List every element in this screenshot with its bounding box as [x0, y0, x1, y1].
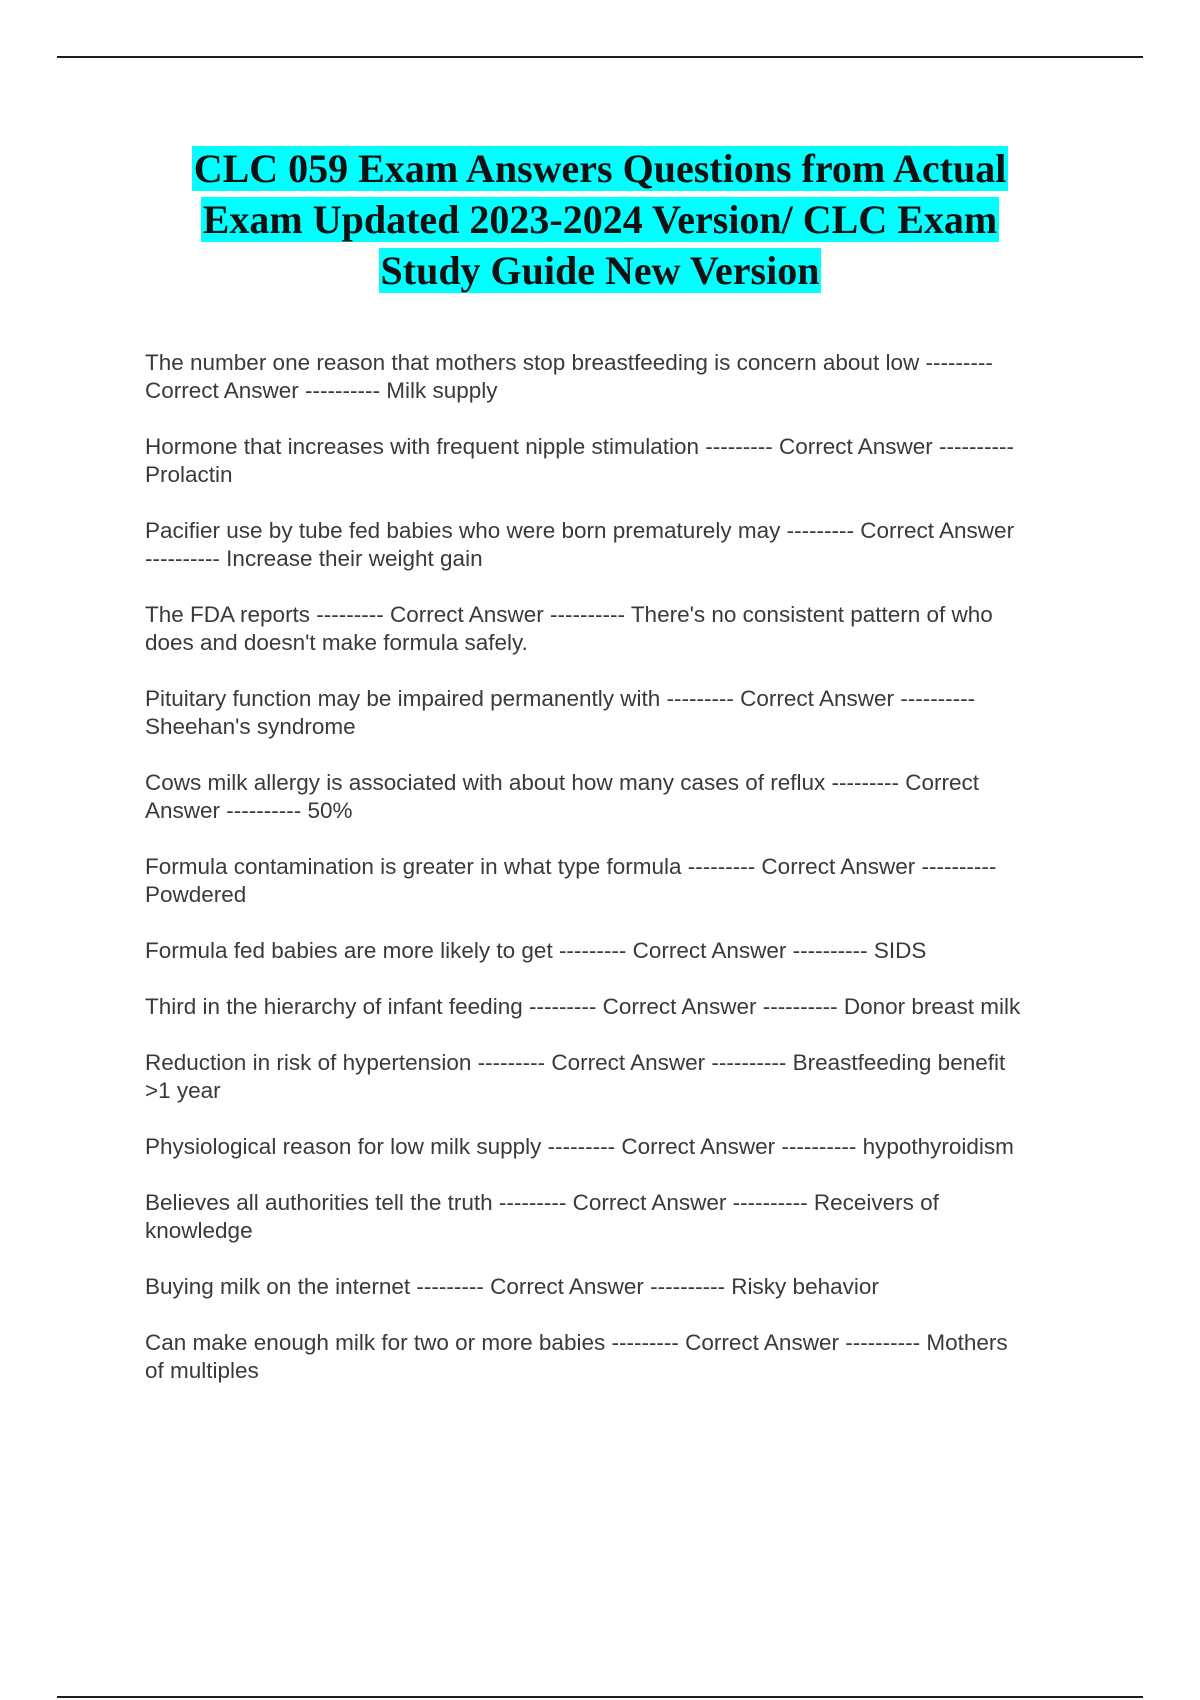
qa-item-line: Physiological reason for low milk supply --------- Correct Answer ---------- hypothyroidism	[145, 1134, 1014, 1159]
qa-item-line: Believes all authorities tell the truth --------- Correct Answer ---------- Receivers of	[145, 1190, 939, 1215]
qa-item-line: Buying milk on the internet --------- Correct Answer ---------- Risky behavior	[145, 1274, 879, 1299]
title-line-2: Exam Updated 2023-2024 Version/ CLC Exam	[202, 197, 998, 242]
qa-item	[145, 685, 1095, 741]
title-line-3: Study Guide New Version	[380, 248, 820, 293]
qa-item-line: does and doesn't make formula safely.	[145, 630, 528, 655]
qa-item-line: Can make enough milk for two or more babies --------- Correct Answer ---------- Mothers	[145, 1330, 1008, 1355]
qa-item	[145, 349, 1095, 405]
qa-item	[145, 853, 1095, 909]
qa-item-line: ---------- Increase their weight gain	[145, 546, 483, 571]
qa-list	[145, 349, 1095, 1413]
qa-item-line: Prolactin	[145, 462, 233, 487]
qa-item-line: of multiples	[145, 1358, 259, 1383]
qa-item	[145, 1273, 1095, 1301]
title-line-1: CLC 059 Exam Answers Questions from Actual	[193, 146, 1007, 191]
qa-item	[145, 1049, 1095, 1105]
qa-item-line: Pituitary function may be impaired permanently with --------- Correct Answer ----------	[145, 686, 976, 711]
qa-item-line: knowledge	[145, 1218, 253, 1243]
qa-item	[145, 601, 1095, 657]
qa-item-line: The FDA reports --------- Correct Answer ---------- There's no consistent pattern of who	[145, 602, 993, 627]
qa-item-line: Formula contamination is greater in what type formula --------- Correct Answer ----------	[145, 854, 997, 879]
qa-item	[145, 1189, 1095, 1245]
document-title	[100, 143, 1100, 296]
qa-item-line: Third in the hierarchy of infant feeding --------- Correct Answer ---------- Donor breast milk	[145, 994, 1021, 1019]
qa-item	[145, 769, 1095, 825]
qa-item	[145, 937, 1095, 965]
qa-item-line: Cows milk allergy is associated with about how many cases of reflux --------- Correct	[145, 770, 979, 795]
qa-item-line: Powdered	[145, 882, 247, 907]
qa-item	[145, 1329, 1095, 1385]
qa-item	[145, 517, 1095, 573]
qa-item	[145, 1133, 1095, 1161]
qa-item-line: Reduction in risk of hypertension --------- Correct Answer ---------- Breastfeeding benefit	[145, 1050, 1006, 1075]
qa-item-line: >1 year	[145, 1078, 221, 1103]
qa-item-line: Formula fed babies are more likely to get --------- Correct Answer ---------- SIDS	[145, 938, 927, 963]
qa-item	[145, 433, 1095, 489]
qa-item-line: Hormone that increases with frequent nipple stimulation --------- Correct Answer ----------	[145, 434, 1014, 459]
qa-item-line: Answer ---------- 50%	[145, 798, 353, 823]
qa-item-line: The number one reason that mothers stop breastfeeding is concern about low ---------	[145, 350, 993, 375]
qa-item-line: Sheehan's syndrome	[145, 714, 356, 739]
qa-item-line: Pacifier use by tube fed babies who were born prematurely may --------- Correct Answer	[145, 518, 1015, 543]
qa-item	[145, 993, 1095, 1021]
footer-rule	[57, 1696, 1143, 1698]
header-rule	[57, 56, 1143, 58]
qa-item-line: Correct Answer ---------- Milk supply	[145, 378, 498, 403]
